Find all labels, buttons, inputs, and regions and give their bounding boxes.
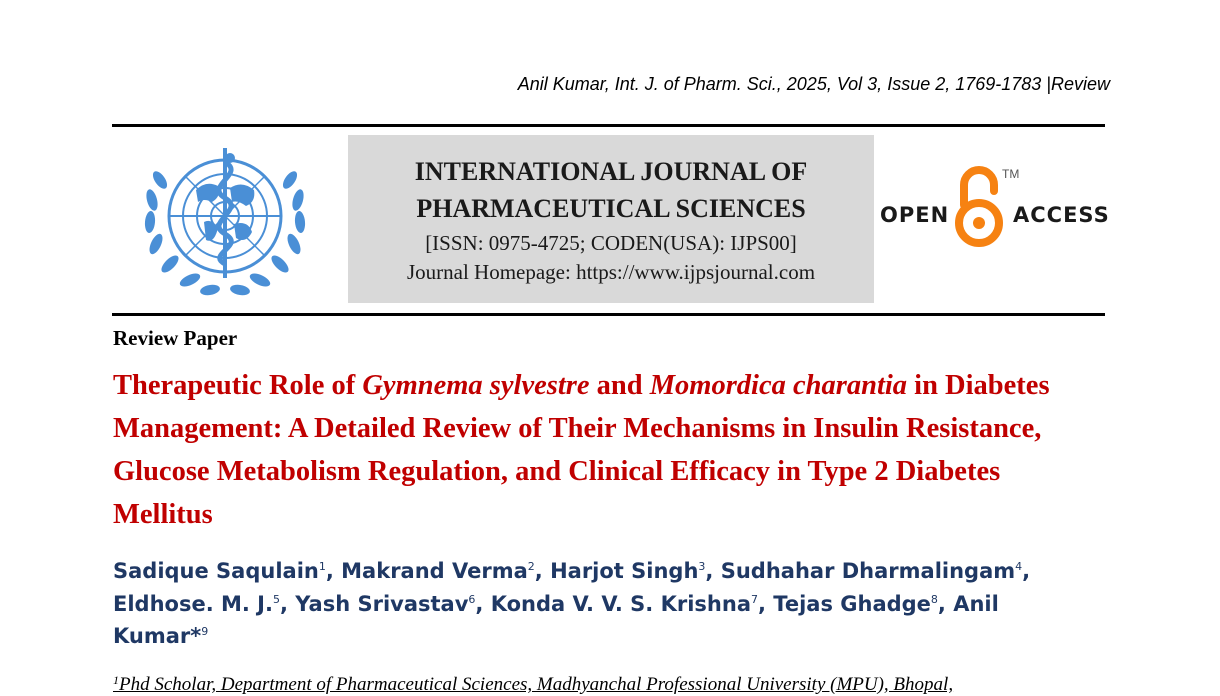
title-species-1: Gymnema sylvestre — [362, 370, 590, 401]
open-access-open-text: OPEN — [880, 203, 950, 227]
paper-type: Review Paper — [113, 326, 238, 350]
author-separator: , — [705, 559, 721, 583]
journal-name-line2: PHARMACEUTICAL SCIENCES — [416, 194, 806, 223]
header-divider-bottom — [112, 313, 1105, 316]
journal-banner — [348, 135, 874, 303]
journal-issn: [ISSN: 0975-4725; CODEN(USA): IJPS00] — [425, 231, 797, 255]
affiliation-text: Phd Scholar, Department of Pharmaceutical Sciences, Madhyanchal Professional University (MPU), Bhopal, — [119, 674, 954, 695]
author-separator: , — [279, 591, 296, 616]
author — [491, 592, 774, 616]
header-divider-top — [112, 124, 1105, 127]
author-name: Makrand Verma — [341, 559, 528, 583]
open-access-access-text: ACCESS — [1013, 203, 1110, 227]
author-affiliation-number: 7 — [751, 592, 758, 606]
author — [773, 592, 953, 616]
author-separator: , — [758, 591, 774, 616]
journal-name — [348, 153, 874, 227]
author-name: Harjot Singh — [550, 559, 699, 583]
author — [113, 559, 341, 583]
journal-name-line1: INTERNATIONAL JOURNAL OF — [414, 157, 808, 186]
who-emblem-icon — [126, 140, 324, 306]
affiliation-line — [113, 674, 1113, 696]
affiliation-number: 1 — [113, 673, 119, 687]
author-affiliation-number: 3 — [698, 560, 706, 573]
author-affiliation-number: 4 — [1015, 560, 1023, 573]
open-access-lock-icon — [954, 165, 1004, 251]
author-affiliation-number: 9 — [201, 625, 209, 638]
author-name: Sudhahar Dharmalingam — [720, 559, 1016, 583]
title-species-2: Momordica charantia — [649, 370, 908, 401]
author-name: Yash Srivastav — [295, 591, 469, 616]
author-affiliation-number: 5 — [272, 592, 280, 606]
title-part-2: and — [589, 370, 650, 401]
author — [550, 559, 721, 583]
paper-title — [113, 364, 1073, 536]
author-separator: , — [534, 559, 551, 583]
author — [341, 559, 550, 583]
title-part-1: Therapeutic Role of — [113, 370, 363, 401]
open-access-trademark: TM — [1002, 167, 1020, 181]
author-affiliation-number: 6 — [468, 592, 476, 606]
author-separator: , — [475, 591, 491, 616]
author-name: Eldhose. M. J. — [113, 591, 273, 616]
author — [721, 559, 1030, 583]
journal-homepage: Journal Homepage: https://www.ijpsjournal.com — [406, 260, 816, 284]
author-list — [113, 555, 1073, 653]
author-name: Sadique Saqulain — [113, 559, 319, 583]
author-separator: , — [1022, 559, 1031, 583]
author-affiliation-number: 1 — [318, 560, 326, 573]
author — [295, 592, 490, 616]
title-part-3: in Diabetes Management: A Detailed Review of Their Mechanisms in Insulin Resistance, Glucose Metabolism Regulation, and Clinical Efficacy in Type 2 Diabetes Mellitus — [113, 370, 1050, 530]
author-affiliation-number: 2 — [527, 560, 535, 573]
author-name: Tejas Ghadge — [773, 591, 931, 616]
author — [113, 592, 295, 616]
author-name: Konda V. V. S. Krishna — [490, 591, 751, 616]
header-citation: Anil Kumar, Int. J. of Pharm. Sci., 2025, Vol 3, Issue 2, 1769-1783 |Review — [517, 74, 1110, 94]
open-access-logo — [880, 165, 1110, 253]
author-separator: , — [325, 559, 342, 583]
author-separator: , — [937, 591, 954, 616]
author-affiliation-number: 8 — [930, 592, 938, 606]
author-name: Anil Kumar* — [113, 591, 999, 648]
